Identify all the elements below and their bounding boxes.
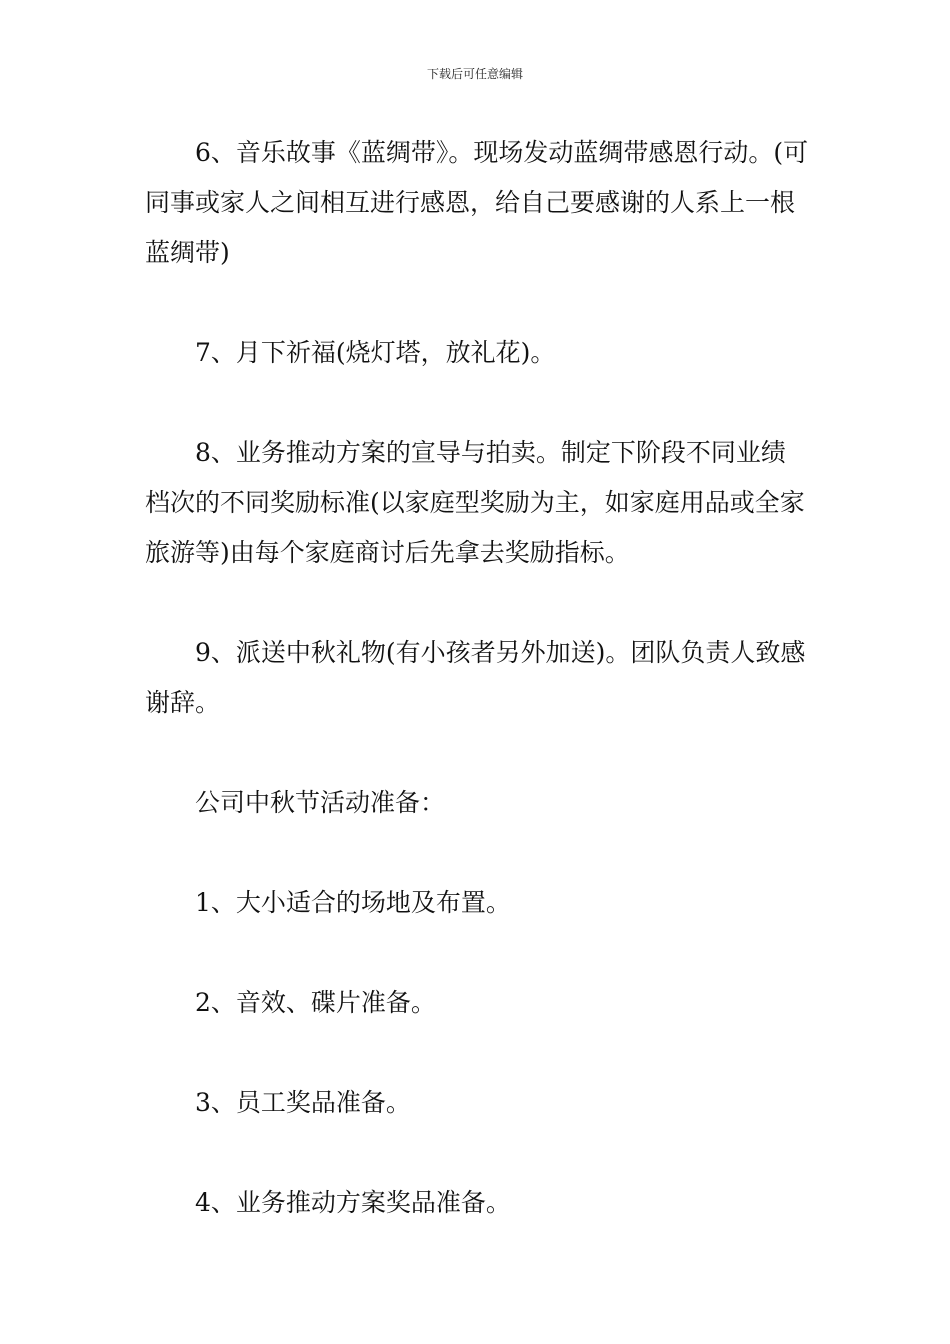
- prep-item-1: 1、大小适合的场地及布置。: [195, 888, 511, 917]
- document-body: [145, 128, 810, 1228]
- prep-item-4: 4、业务推动方案奖品准备。: [195, 1188, 511, 1217]
- paragraph-item-6: 6、音乐故事《蓝绸带》。现场发动蓝绸带感恩行动。(可同事或家人之间相互进行感恩，给自己要感谢的人系上一根蓝绸带): [145, 138, 809, 267]
- prep-item-2: 2、音效、碟片准备。: [195, 988, 436, 1017]
- prep-item-3: 3、员工奖品准备。: [195, 1088, 411, 1117]
- section-heading: 公司中秋节活动准备：: [195, 788, 446, 817]
- page-header: 下载后可任意编辑: [426, 67, 523, 81]
- paragraph-item-8: 8、业务推动方案的宣导与拍卖。制定下阶段不同业绩档次的不同奖励标准(以家庭型奖励为主，如家庭用品或全家旅游等)由每个家庭商讨后先拿去奖励指标。: [145, 438, 805, 567]
- paragraph-item-9: 9、派送中秋礼物(有小孩者另外加送)。团队负责人致感谢辞。: [145, 638, 806, 717]
- paragraph-item-7: 7、月下祈福(烧灯塔，放礼花)。: [195, 338, 556, 367]
